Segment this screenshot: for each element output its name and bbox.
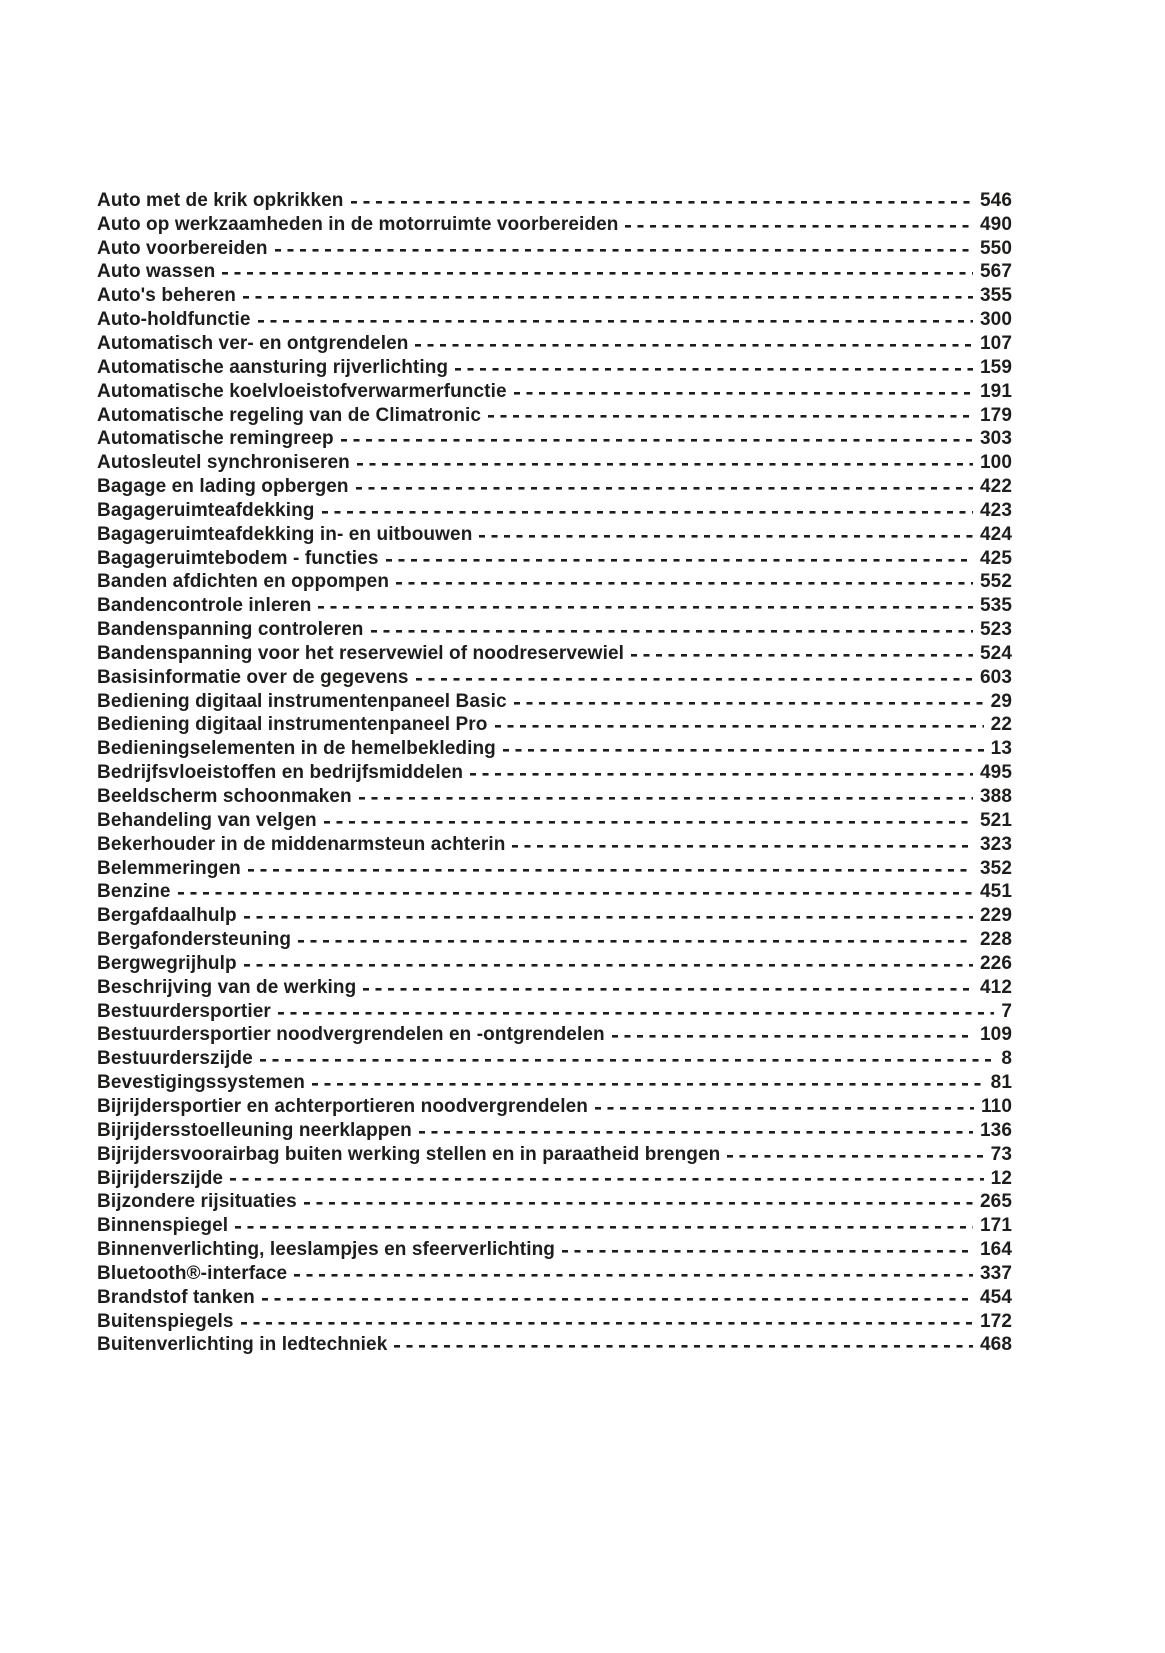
entry-page: 535 (979, 595, 1012, 617)
entry-page: 226 (979, 952, 1012, 974)
leader-dashes (625, 213, 973, 237)
leader-dashes (595, 1095, 974, 1119)
index-row (97, 523, 1012, 547)
leader-dashes (275, 237, 973, 261)
entry-page: 191 (979, 380, 1012, 402)
entry-label: Brandstof tanken (97, 1286, 255, 1308)
entry-page: 454 (979, 1286, 1012, 1308)
entry-label: Automatische remingreep (97, 428, 334, 450)
entry-label: Bergwegrijhulp (97, 952, 237, 974)
entry-page: 303 (979, 428, 1012, 450)
leader-dashes (304, 1190, 973, 1214)
entry-page: 22 (990, 714, 1012, 736)
leader-dashes (562, 1238, 973, 1262)
entry-label: Bergafondersteuning (97, 929, 292, 951)
leader-dashes (262, 1286, 973, 1310)
entry-page: 12 (990, 1167, 1012, 1189)
leader-dashes (631, 642, 973, 666)
entry-label: Automatisch ver- en ontgrendelen (97, 332, 409, 354)
leader-dashes (235, 1214, 973, 1238)
index-row (97, 451, 1012, 475)
entry-page: 136 (979, 1119, 1012, 1141)
index-row (97, 952, 1012, 976)
leader-dashes (244, 904, 973, 928)
entry-page: 424 (979, 523, 1012, 545)
entry-page: 490 (979, 213, 1012, 235)
leader-dashes (241, 1310, 973, 1334)
leader-dashes (416, 666, 973, 690)
index-row (97, 475, 1012, 499)
index-row (97, 809, 1012, 833)
entry-label: Belemmeringen (97, 857, 241, 879)
index-row (97, 1190, 1012, 1214)
leader-dashes (415, 332, 973, 356)
leader-dashes (243, 284, 973, 308)
index-row (97, 1334, 1012, 1358)
entry-page: 552 (979, 571, 1012, 593)
entry-label: Bagageruimteafdekking in- en uitbouwen (97, 523, 473, 545)
leader-dashes (278, 1000, 994, 1024)
index-row (97, 547, 1012, 571)
entry-label: Auto wassen (97, 261, 216, 283)
entry-page: 355 (979, 285, 1012, 307)
leader-dashes (495, 714, 984, 738)
entry-label: Bijrijdersstoelleuning neerklappen (97, 1119, 412, 1141)
index-row (97, 427, 1012, 451)
index-row (97, 1095, 1012, 1119)
index-row (97, 857, 1012, 881)
entry-label: Binnenspiegel (97, 1215, 229, 1237)
index-row (97, 1286, 1012, 1310)
entry-label: Beeldscherm schoonmaken (97, 786, 352, 808)
index-row (97, 499, 1012, 523)
leader-dashes (244, 952, 973, 976)
leader-dashes (248, 857, 973, 881)
index-row (97, 1024, 1012, 1048)
leader-dashes (298, 928, 973, 952)
index-row (97, 571, 1012, 595)
entry-page: 29 (990, 690, 1012, 712)
entry-page: 229 (979, 905, 1012, 927)
entry-label: Bestuurderszijde (97, 1048, 253, 1070)
entry-page: 521 (979, 809, 1012, 831)
leader-dashes (356, 475, 973, 499)
leader-dashes (479, 523, 973, 547)
entry-label: Auto-holdfunctie (97, 309, 251, 331)
index-row (97, 761, 1012, 785)
entry-label: Bijrijdersportier en achterportieren noodvergrendelen (97, 1095, 588, 1117)
entry-label: Bedieningselementen in de hemelbekleding (97, 738, 496, 760)
entry-page: 179 (979, 404, 1012, 426)
entry-page: 546 (979, 189, 1012, 211)
entry-page: 172 (979, 1310, 1012, 1332)
index-row (97, 308, 1012, 332)
index-row (97, 1167, 1012, 1191)
index-row (97, 284, 1012, 308)
leader-dashes (363, 976, 973, 1000)
entry-page: 451 (979, 881, 1012, 903)
entry-page: 425 (979, 547, 1012, 569)
leader-dashes (359, 785, 973, 809)
entry-label: Automatische koelvloeistofverwarmerfunctie (97, 380, 507, 402)
index-row (97, 261, 1012, 285)
leader-dashes (455, 356, 973, 380)
entry-label: Bagageruimtebodem - functies (97, 547, 379, 569)
entry-page: 337 (979, 1262, 1012, 1284)
index-row (97, 880, 1012, 904)
entry-page: 323 (979, 833, 1012, 855)
index-row (97, 213, 1012, 237)
index-row (97, 642, 1012, 666)
entry-label: Bijrijdersvoorairbag buiten werking stellen en in paraatheid brengen (97, 1143, 721, 1165)
entry-label: Bediening digitaal instrumentenpaneel Pro (97, 714, 488, 736)
entry-page: 110 (981, 1095, 1012, 1117)
leader-dashes (394, 1334, 973, 1358)
entry-label: Binnenverlichting, leeslampjes en sfeerverlichting (97, 1239, 555, 1261)
index-row (97, 1047, 1012, 1071)
entry-label: Auto voorbereiden (97, 237, 268, 259)
entry-page: 228 (979, 929, 1012, 951)
entry-label: Auto op werkzaamheden in de motorruimte voorbereiden (97, 213, 619, 235)
index-page (97, 189, 1012, 1357)
leader-dashes (514, 690, 984, 714)
entry-page: 73 (990, 1143, 1012, 1165)
entry-label: Bestuurdersportier (97, 1000, 271, 1022)
index-row (97, 380, 1012, 404)
entry-label: Benzine (97, 881, 171, 903)
entry-label: Bagageruimteafdekking (97, 499, 315, 521)
entry-label: Bagage en lading opbergen (97, 476, 349, 498)
entry-page: 603 (979, 666, 1012, 688)
entry-page: 107 (979, 332, 1012, 354)
entry-label: Bestuurdersportier noodvergrendelen en -ontgrendelen (97, 1024, 605, 1046)
leader-dashes (386, 547, 973, 571)
entry-page: 171 (979, 1215, 1012, 1237)
entry-page: 352 (979, 857, 1012, 879)
entry-label: Automatische regeling van de Climatronic (97, 404, 482, 426)
entry-label: Auto met de krik opkrikken (97, 189, 344, 211)
leader-dashes (396, 571, 973, 595)
entry-page: 550 (979, 237, 1012, 259)
index-row (97, 356, 1012, 380)
index-row (97, 1119, 1012, 1143)
leader-dashes (371, 618, 973, 642)
leader-dashes (357, 451, 973, 475)
entry-label: Bediening digitaal instrumentenpaneel Basic (97, 690, 507, 712)
entry-label: Bevestigingssystemen (97, 1072, 305, 1094)
leader-dashes (612, 1024, 973, 1048)
leader-dashes (260, 1047, 995, 1071)
leader-dashes (419, 1119, 973, 1143)
entry-label: Bedrijfsvloeistoffen en bedrijfsmiddelen (97, 762, 464, 784)
entry-page: 13 (990, 738, 1012, 760)
index-row (97, 1238, 1012, 1262)
index-row (97, 833, 1012, 857)
index-list (97, 189, 1012, 1357)
entry-page: 159 (979, 356, 1012, 378)
leader-dashes (322, 499, 973, 523)
leader-dashes (222, 261, 973, 285)
entry-label: Buitenspiegels (97, 1310, 234, 1332)
index-row (97, 1071, 1012, 1095)
index-row (97, 618, 1012, 642)
entry-page: 164 (979, 1239, 1012, 1261)
index-row (97, 594, 1012, 618)
entry-label: Bergafdaalhulp (97, 905, 237, 927)
entry-page: 468 (979, 1334, 1012, 1356)
leader-dashes (178, 880, 973, 904)
leader-dashes (294, 1262, 973, 1286)
index-row (97, 404, 1012, 428)
entry-page: 300 (979, 309, 1012, 331)
entry-page: 524 (979, 642, 1012, 664)
index-row (97, 1262, 1012, 1286)
index-row (97, 1000, 1012, 1024)
entry-label: Behandeling van velgen (97, 809, 317, 831)
entry-label: Bandencontrole inleren (97, 595, 312, 617)
index-row (97, 976, 1012, 1000)
entry-page: 423 (979, 499, 1012, 521)
index-row (97, 785, 1012, 809)
leader-dashes (312, 1071, 984, 1095)
index-row (97, 1143, 1012, 1167)
entry-page: 8 (1001, 1048, 1012, 1070)
leader-dashes (230, 1167, 984, 1191)
entry-page: 81 (990, 1072, 1012, 1094)
entry-label: Bandenspanning voor het reservewiel of noodreservewiel (97, 642, 624, 664)
index-row (97, 904, 1012, 928)
leader-dashes (470, 761, 973, 785)
index-row (97, 928, 1012, 952)
entry-page: 412 (979, 976, 1012, 998)
index-row (97, 666, 1012, 690)
leader-dashes (324, 809, 973, 833)
entry-label: Beschrijving van de werking (97, 976, 357, 998)
entry-page: 265 (979, 1191, 1012, 1213)
entry-page: 422 (979, 476, 1012, 498)
entry-page: 109 (979, 1024, 1012, 1046)
leader-dashes (258, 308, 973, 332)
entry-page: 388 (979, 786, 1012, 808)
leader-dashes (488, 404, 973, 428)
entry-page: 523 (979, 619, 1012, 641)
entry-label: Basisinformatie over de gegevens (97, 666, 409, 688)
leader-dashes (503, 737, 984, 761)
entry-label: Bandenspanning controleren (97, 619, 364, 641)
leader-dashes (727, 1143, 983, 1167)
index-row (97, 189, 1012, 213)
leader-dashes (512, 833, 973, 857)
entry-page: 7 (1001, 1000, 1012, 1022)
index-row (97, 737, 1012, 761)
entry-label: Autosleutel synchroniseren (97, 452, 350, 474)
index-row (97, 237, 1012, 261)
index-row (97, 1310, 1012, 1334)
entry-page: 495 (979, 762, 1012, 784)
leader-dashes (514, 380, 973, 404)
entry-label: Automatische aansturing rijverlichting (97, 356, 449, 378)
entry-label: Auto's beheren (97, 285, 236, 307)
entry-label: Bekerhouder in de middenarmsteun achterin (97, 833, 506, 855)
entry-page: 100 (979, 452, 1012, 474)
entry-label: Bijzondere rijsituaties (97, 1191, 297, 1213)
index-row (97, 690, 1012, 714)
entry-label: Bluetooth®-interface (97, 1262, 288, 1284)
entry-page: 567 (979, 261, 1012, 283)
index-row (97, 332, 1012, 356)
leader-dashes (341, 427, 973, 451)
index-row (97, 714, 1012, 738)
entry-label: Buitenverlichting in ledtechniek (97, 1334, 388, 1356)
leader-dashes (318, 594, 973, 618)
entry-label: Banden afdichten en oppompen (97, 571, 390, 593)
leader-dashes (351, 189, 973, 213)
entry-label: Bijrijderszijde (97, 1167, 224, 1189)
index-row (97, 1214, 1012, 1238)
